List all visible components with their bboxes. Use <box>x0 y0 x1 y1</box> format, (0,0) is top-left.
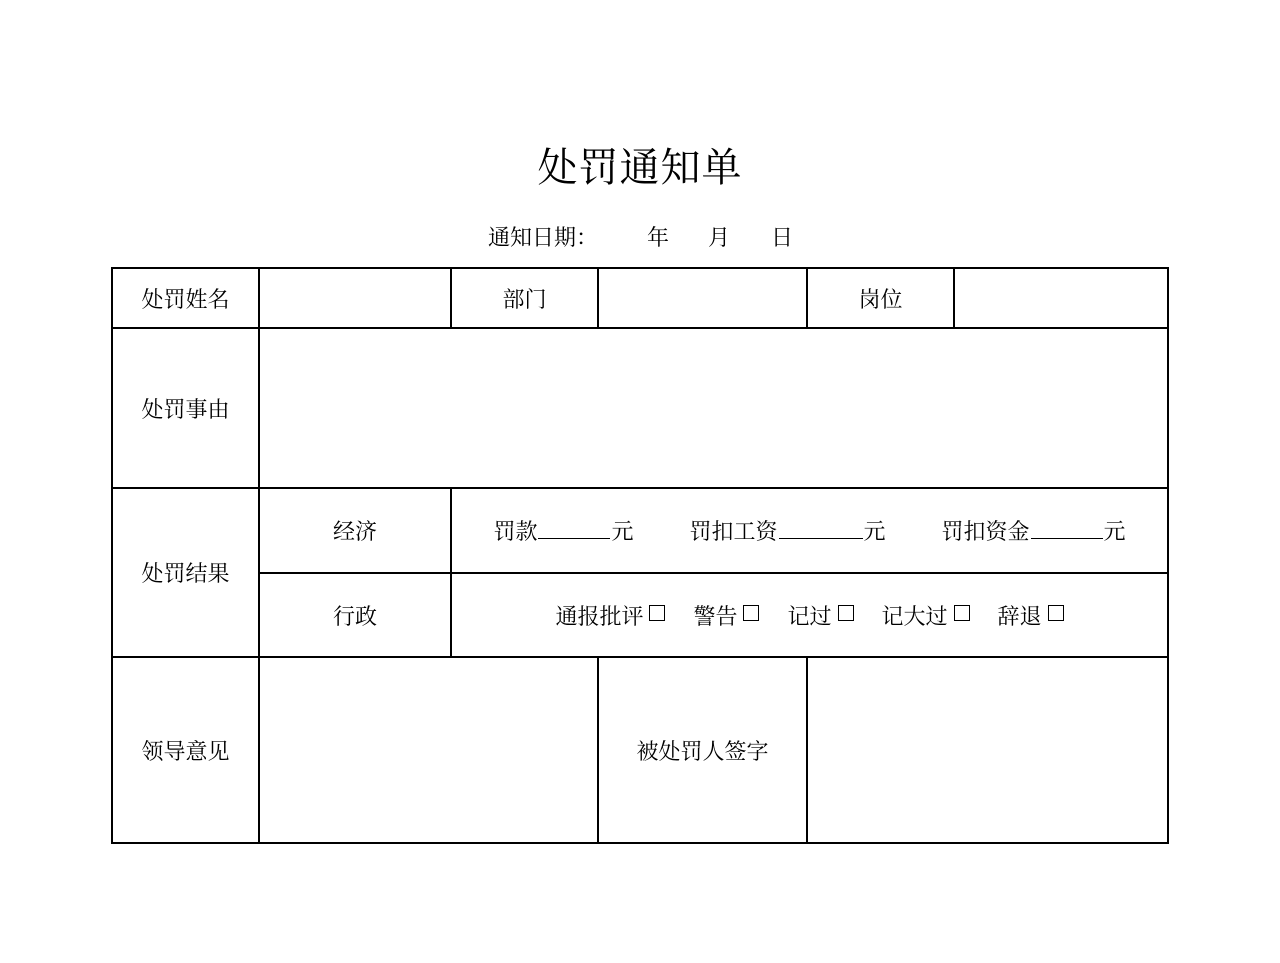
date-day-label: 日 <box>771 226 794 251</box>
administrative-label: 行政 <box>332 604 377 630</box>
notice-date-row <box>0 222 1280 256</box>
wage-deduction-item <box>689 515 885 546</box>
date-year-label: 年 <box>647 226 670 251</box>
bonus-deduction-unit: 元 <box>1103 520 1126 545</box>
administrative-options-row <box>452 574 1167 656</box>
fine-item <box>493 515 633 546</box>
page-title: 处罚通知单 <box>537 145 743 191</box>
reason-field[interactable] <box>260 329 1167 487</box>
major-demerit-checkbox[interactable] <box>954 605 970 621</box>
option-demerit: 记过 <box>787 600 853 631</box>
dismissal-checkbox[interactable] <box>1048 605 1064 621</box>
economic-penalty-row <box>452 489 1167 572</box>
bonus-deduction-field[interactable] <box>1031 518 1103 539</box>
bonus-deduction-label: 罚扣资金 <box>941 520 1030 545</box>
fine-amount-field[interactable] <box>538 518 610 539</box>
economic-label: 经济 <box>332 520 377 545</box>
option-major-demerit: 记大过 <box>882 600 970 631</box>
demerit-checkbox[interactable] <box>838 605 854 621</box>
leader-opinion-label: 领导意见 <box>141 739 230 765</box>
result-label: 处罚结果 <box>141 562 230 587</box>
wage-deduction-field[interactable] <box>779 518 863 539</box>
reason-label: 处罚事由 <box>141 397 230 423</box>
signature-field[interactable] <box>808 658 1167 842</box>
wage-deduction-unit: 元 <box>863 520 886 545</box>
option-warning: 警告 <box>693 600 759 631</box>
leader-opinion-field[interactable] <box>260 658 597 842</box>
department-label: 部门 <box>502 287 547 313</box>
department-field[interactable] <box>599 269 806 327</box>
warning-checkbox[interactable] <box>743 605 759 621</box>
position-label: 岗位 <box>858 287 903 313</box>
name-label: 处罚姓名 <box>141 287 230 313</box>
notice-criticism-checkbox[interactable] <box>649 605 665 621</box>
option-dismissal: 辞退 <box>998 600 1064 631</box>
date-month-label: 月 <box>708 226 731 251</box>
option-notice-criticism: 通报批评 <box>555 600 665 631</box>
position-field[interactable] <box>955 269 1167 327</box>
name-field[interactable] <box>260 269 450 327</box>
fine-unit: 元 <box>611 520 634 545</box>
wage-deduction-label: 罚扣工资 <box>689 520 778 545</box>
fine-label: 罚款 <box>493 520 538 545</box>
bonus-deduction-item <box>942 515 1126 546</box>
notice-date-label: 通知日期： <box>488 226 599 251</box>
signature-label: 被处罚人签字 <box>636 739 769 765</box>
